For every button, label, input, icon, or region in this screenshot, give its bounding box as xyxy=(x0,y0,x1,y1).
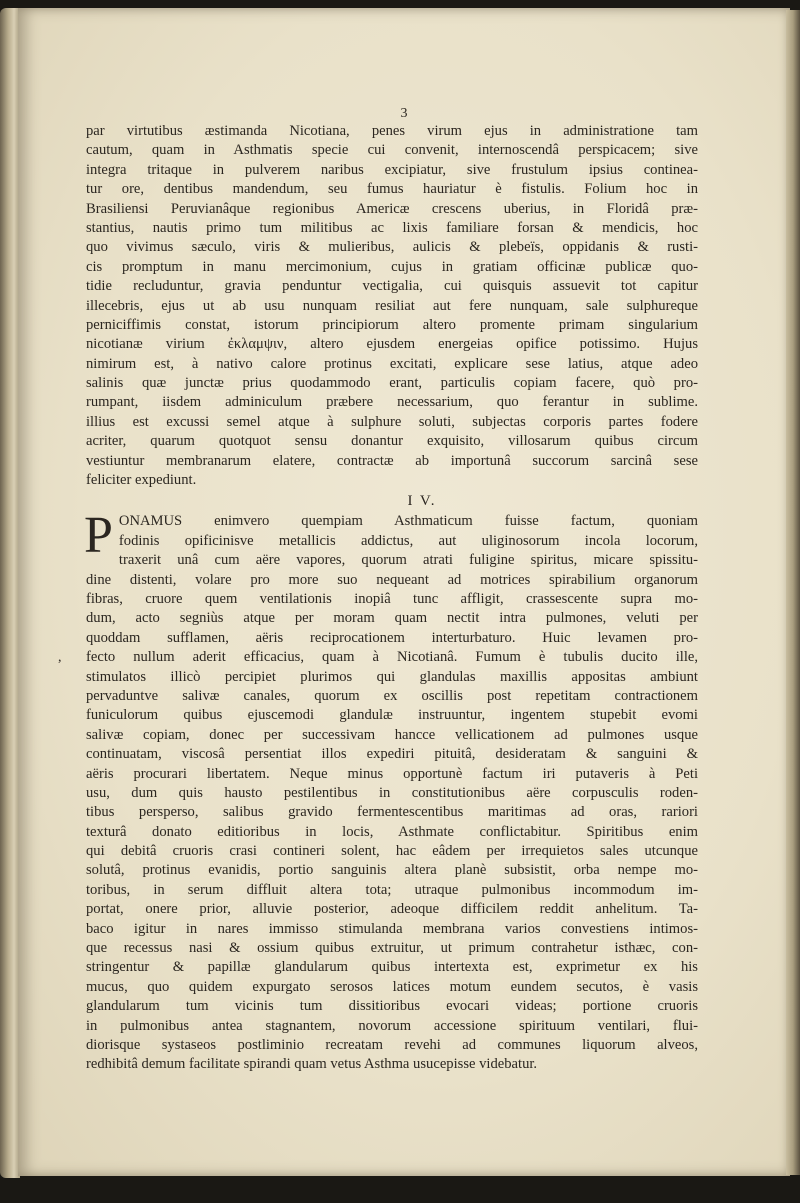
text-line: stantius, nautis primo tum militibus ac lixis familiare forsan & mendicis, hoc xyxy=(86,219,698,236)
text-line: traxerit unâ cum aëre vapores, quorum atrati fuligine spiritus, micare spissitu- xyxy=(118,552,698,569)
text-line: redhibitâ demum facilitate spirandi quam vetus Asthma usucepisse videbatur. xyxy=(86,1056,538,1073)
text-line: usu, dum quis hausto pestilentibus in constitutionibus aëre corpusculis roden- xyxy=(86,784,698,801)
text-line: que recessus nasi & ossium quibus extruitur, ut primum contrahetur isthæc, con- xyxy=(86,940,698,957)
text-line: Brasiliensi Peruvianâque regionibus Americæ crescens uberius, in Floridâ præ- xyxy=(86,200,698,217)
text-line: cis promptum in manu mercimonium, cujus in gratiam officinæ publicæ quo- xyxy=(86,258,698,275)
text-line: tur ore, dentibus mandendum, seu fumus hauriatur è fistulis. Folium hoc in xyxy=(86,181,698,198)
text-line: solutâ, protinus evanidis, portio sanguinis altera planè subsistit, orba nempe mo- xyxy=(86,862,698,879)
drop-cap: P xyxy=(84,507,113,565)
text-line: salivæ copiam, donec per successivam hancce vellicationem ad pulmones usque xyxy=(86,726,698,743)
page-text xyxy=(58,104,698,1075)
text-line: illecebris, ejus ut ab usu nunquam resiliat aut fere nunquam, sale sulphureque xyxy=(86,297,698,314)
text-line: portat, onere prior, alluvie posterior, adeoque difficilem reddit anhelitum. Ta- xyxy=(86,901,698,918)
text-line: mucus, quo quidem expurgato serosos latices motum eundem secutos, è vasis xyxy=(86,978,698,995)
paragraph-2-opening xyxy=(86,512,698,551)
text-line: aëris procurari libertatem. Neque minus opportunè factum iri putaveris à Peti xyxy=(86,765,698,782)
section-heading: I V. xyxy=(407,493,437,510)
text-line: feliciter expediunt. xyxy=(86,472,197,489)
page-stack-edge xyxy=(786,10,800,1175)
text-line: texturâ donato editioribus in locis, Asthmate conflictabitur. Spiritibus enim xyxy=(86,823,698,840)
text-line: dine distenti, volare pro more suo nequeant ad motrices spirabilium organorum xyxy=(86,571,698,588)
text-line: fibras, cruore quem ventilationis inopiâ tunc affligit, crassescente supra mo- xyxy=(86,590,698,607)
page-number: 3 xyxy=(400,106,408,121)
text-line: fecto nullum aderit efficacius, quam à Nicotianâ. Fumum è tubulis ducito ille, xyxy=(86,649,698,666)
text-line: nicotianæ virium ἐκλαμψιν, altero ejusdem energeias opifice potissimo. Hujus xyxy=(86,336,698,353)
text-line: nimirum est, à nativo calore protinus excitati, explicare sese latius, atque adeo xyxy=(86,355,698,372)
text-line: stringentur & papillæ glandularum quibus intertexta est, exprimetur ex his xyxy=(86,959,698,976)
text-line: pervaduntve salivæ canales, quorum ex oscillis post repetitam contractionem xyxy=(86,687,698,704)
text-line: tibus persperso, salibus gravido fermentescentibus maritimas ad oras, rariori xyxy=(86,804,698,821)
text-line: quoddam sufflamen, aëris reciprocationem interturbaturo. Huic levamen pro- xyxy=(86,629,698,646)
text-line: continuatam, viscosâ persentiat illos expediri pituitâ, desideratam & sanguini & xyxy=(86,746,698,763)
text-line: funiculorum quibus ejuscemodi glandulæ instruuntur, ingentem stupebit evomi xyxy=(86,707,698,724)
text-line: diorisque systaseos postliminio recreatam revehi ad communes liquorum alveos, xyxy=(86,1036,698,1053)
text-line: acriter, quarum quotquot sensu donantur exquisito, villosarum quibus circum xyxy=(86,433,698,450)
text-line: vestiuntur membranarum elatere, contractæ ab importunâ succorum sarcinâ sese xyxy=(86,452,698,469)
text-line: integra tritaque in pulverem naribus excipiatur, sive frustulum ipsius continea- xyxy=(86,161,698,178)
text-line: rumpant, iisdem adminiculum præbere necessarium, quo ferantur in sublime. xyxy=(86,394,698,411)
text-line: illius est excussi semel atque à sulphure soluti, subjectas corporis partes fodere xyxy=(86,413,698,430)
text-line: in pulmonibus antea stagnantem, novorum accessione spirituum ventilari, flui- xyxy=(86,1017,698,1034)
text-line: perniciffimis constat, istorum principiorum altero promente primam singularium xyxy=(86,316,698,333)
text-line: baco igitur in nares immisso stimulanda membrana varios convestiens intimos- xyxy=(86,920,698,937)
text-line: cautum, quam in Asthmatis specie cui convenit, internoscendâ perspicacem; sive xyxy=(86,142,698,159)
text-line: fodinis opificinisve metallicis addictus, aut uliginosorum incola locorum, xyxy=(118,532,698,549)
text-line: par virtutibus æstimanda Nicotiana, penes virum ejus in administratione tam xyxy=(86,123,698,139)
paragraph-2 xyxy=(58,507,698,1074)
text-line: glandularum tum vicinis tum dissitioribus evocari videas; portione cruoris xyxy=(86,998,698,1015)
text-line: stimulatos illicò percipiet plurimos qui glandulas maxillis appositas ambiunt xyxy=(86,668,698,685)
margin-mark: , xyxy=(58,650,62,666)
text-line: salinis quæ junctæ prius quodammodo erant, particulis copiam facere, quò pro- xyxy=(86,375,698,392)
text-line: qui debitâ cruoris crasi contineri solent, hac eâdem per irrequietos sales utcunque xyxy=(86,843,698,860)
text-line: tidie recluduntur, gravia penduntur vectigalia, cui quisquis assuevit tot capitur xyxy=(86,278,698,295)
text-line: ONAMUS enimvero quempiam Asthmaticum fuisse factum, quoniam xyxy=(118,513,698,530)
paragraph-1 xyxy=(86,122,698,490)
previous-page-edge xyxy=(0,8,20,1178)
text-line: toribus, in serum diffluit altera tota; utraque pulmonibus incommodum im- xyxy=(86,881,698,898)
text-line: quo vivimus sæculo, viris & mulieribus, aulicis & plebeïs, oppidanis & rusti- xyxy=(86,239,698,256)
paragraph-2-body xyxy=(58,551,698,1075)
text-line: dum, acto segniùs atque per moram quam nectit intra pulmones, veluti per xyxy=(86,610,698,627)
